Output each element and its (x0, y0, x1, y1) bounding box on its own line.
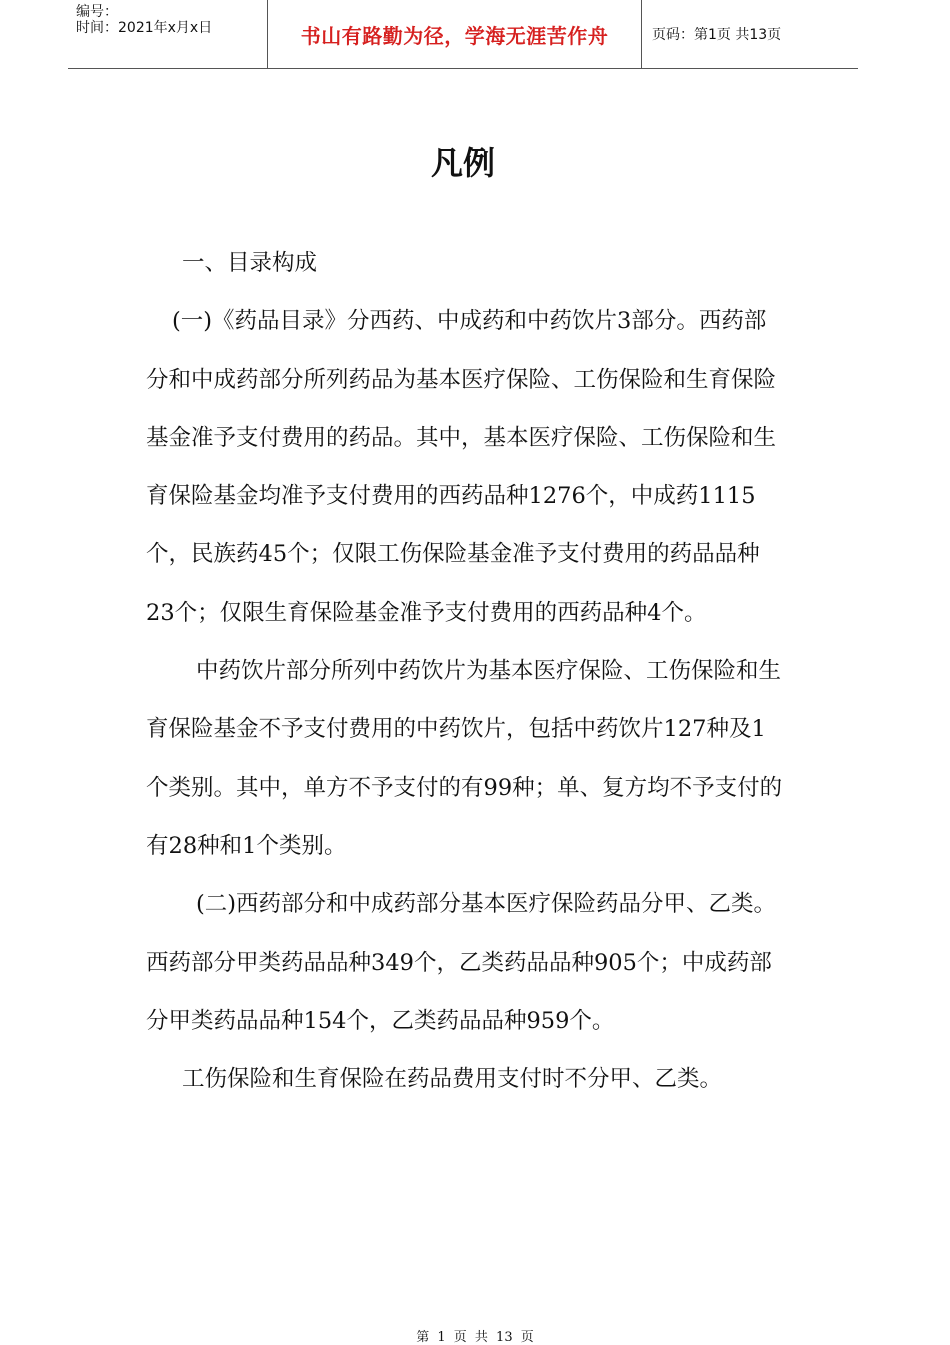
page-header (68, 0, 858, 69)
header-motto: 书山有路勤为径，学海无涯苦作舟 (300, 23, 609, 48)
header-motto-cell (268, 0, 642, 68)
section-heading: 一、目录构成 (182, 250, 318, 276)
body-paragraph: (一)《药品目录》分西药、中成药和中药饮片3部分。西药部分和中成药部分所列药品为基本医疗保险、工伤保险和生育保险基金准予支付费用的药品。其中，基本医疗保险、工伤保险和生育保险基金均准予支付费用的西药品种1276个，中成药1115个，民族药45个；仅限工伤保险基金准予支付费用的药品品种23个；仅限生育保险基金准予支付费用的西药品种4个。 (146, 308, 777, 626)
body-paragraph: 中药饮片部分所列中药饮片为基本医疗保险、工伤保险和生育保险基金不予支付费用的中药饮片，包括中药饮片127种及1个类别。其中，单方不予支付的有99种；单、复方均不予支付的有28种和1个类别。 (146, 658, 783, 859)
document-body (146, 234, 786, 1108)
body-paragraph: (二)西药部分和中成药部分基本医疗保险药品分甲、乙类。西药部分甲类药品品种349个，乙类药品品种905个；中成药部分甲类药品品种154个，乙类药品品种959个。 (146, 891, 777, 1034)
header-page-number: 页码：第1页 共13页 (652, 27, 782, 43)
page-title: 凡例 (430, 144, 495, 182)
body-paragraph: 工伤保险和生育保险在药品费用支付时不分甲、乙类。 (182, 1066, 723, 1093)
header-page-cell (642, 0, 858, 68)
page-footer: 第 1 页 共 13 页 (416, 1330, 534, 1345)
header-meta-cell (68, 0, 268, 68)
document-time-label: 时间：2021年x月x日 (76, 20, 213, 36)
document-code-label: 编号： (76, 4, 118, 20)
